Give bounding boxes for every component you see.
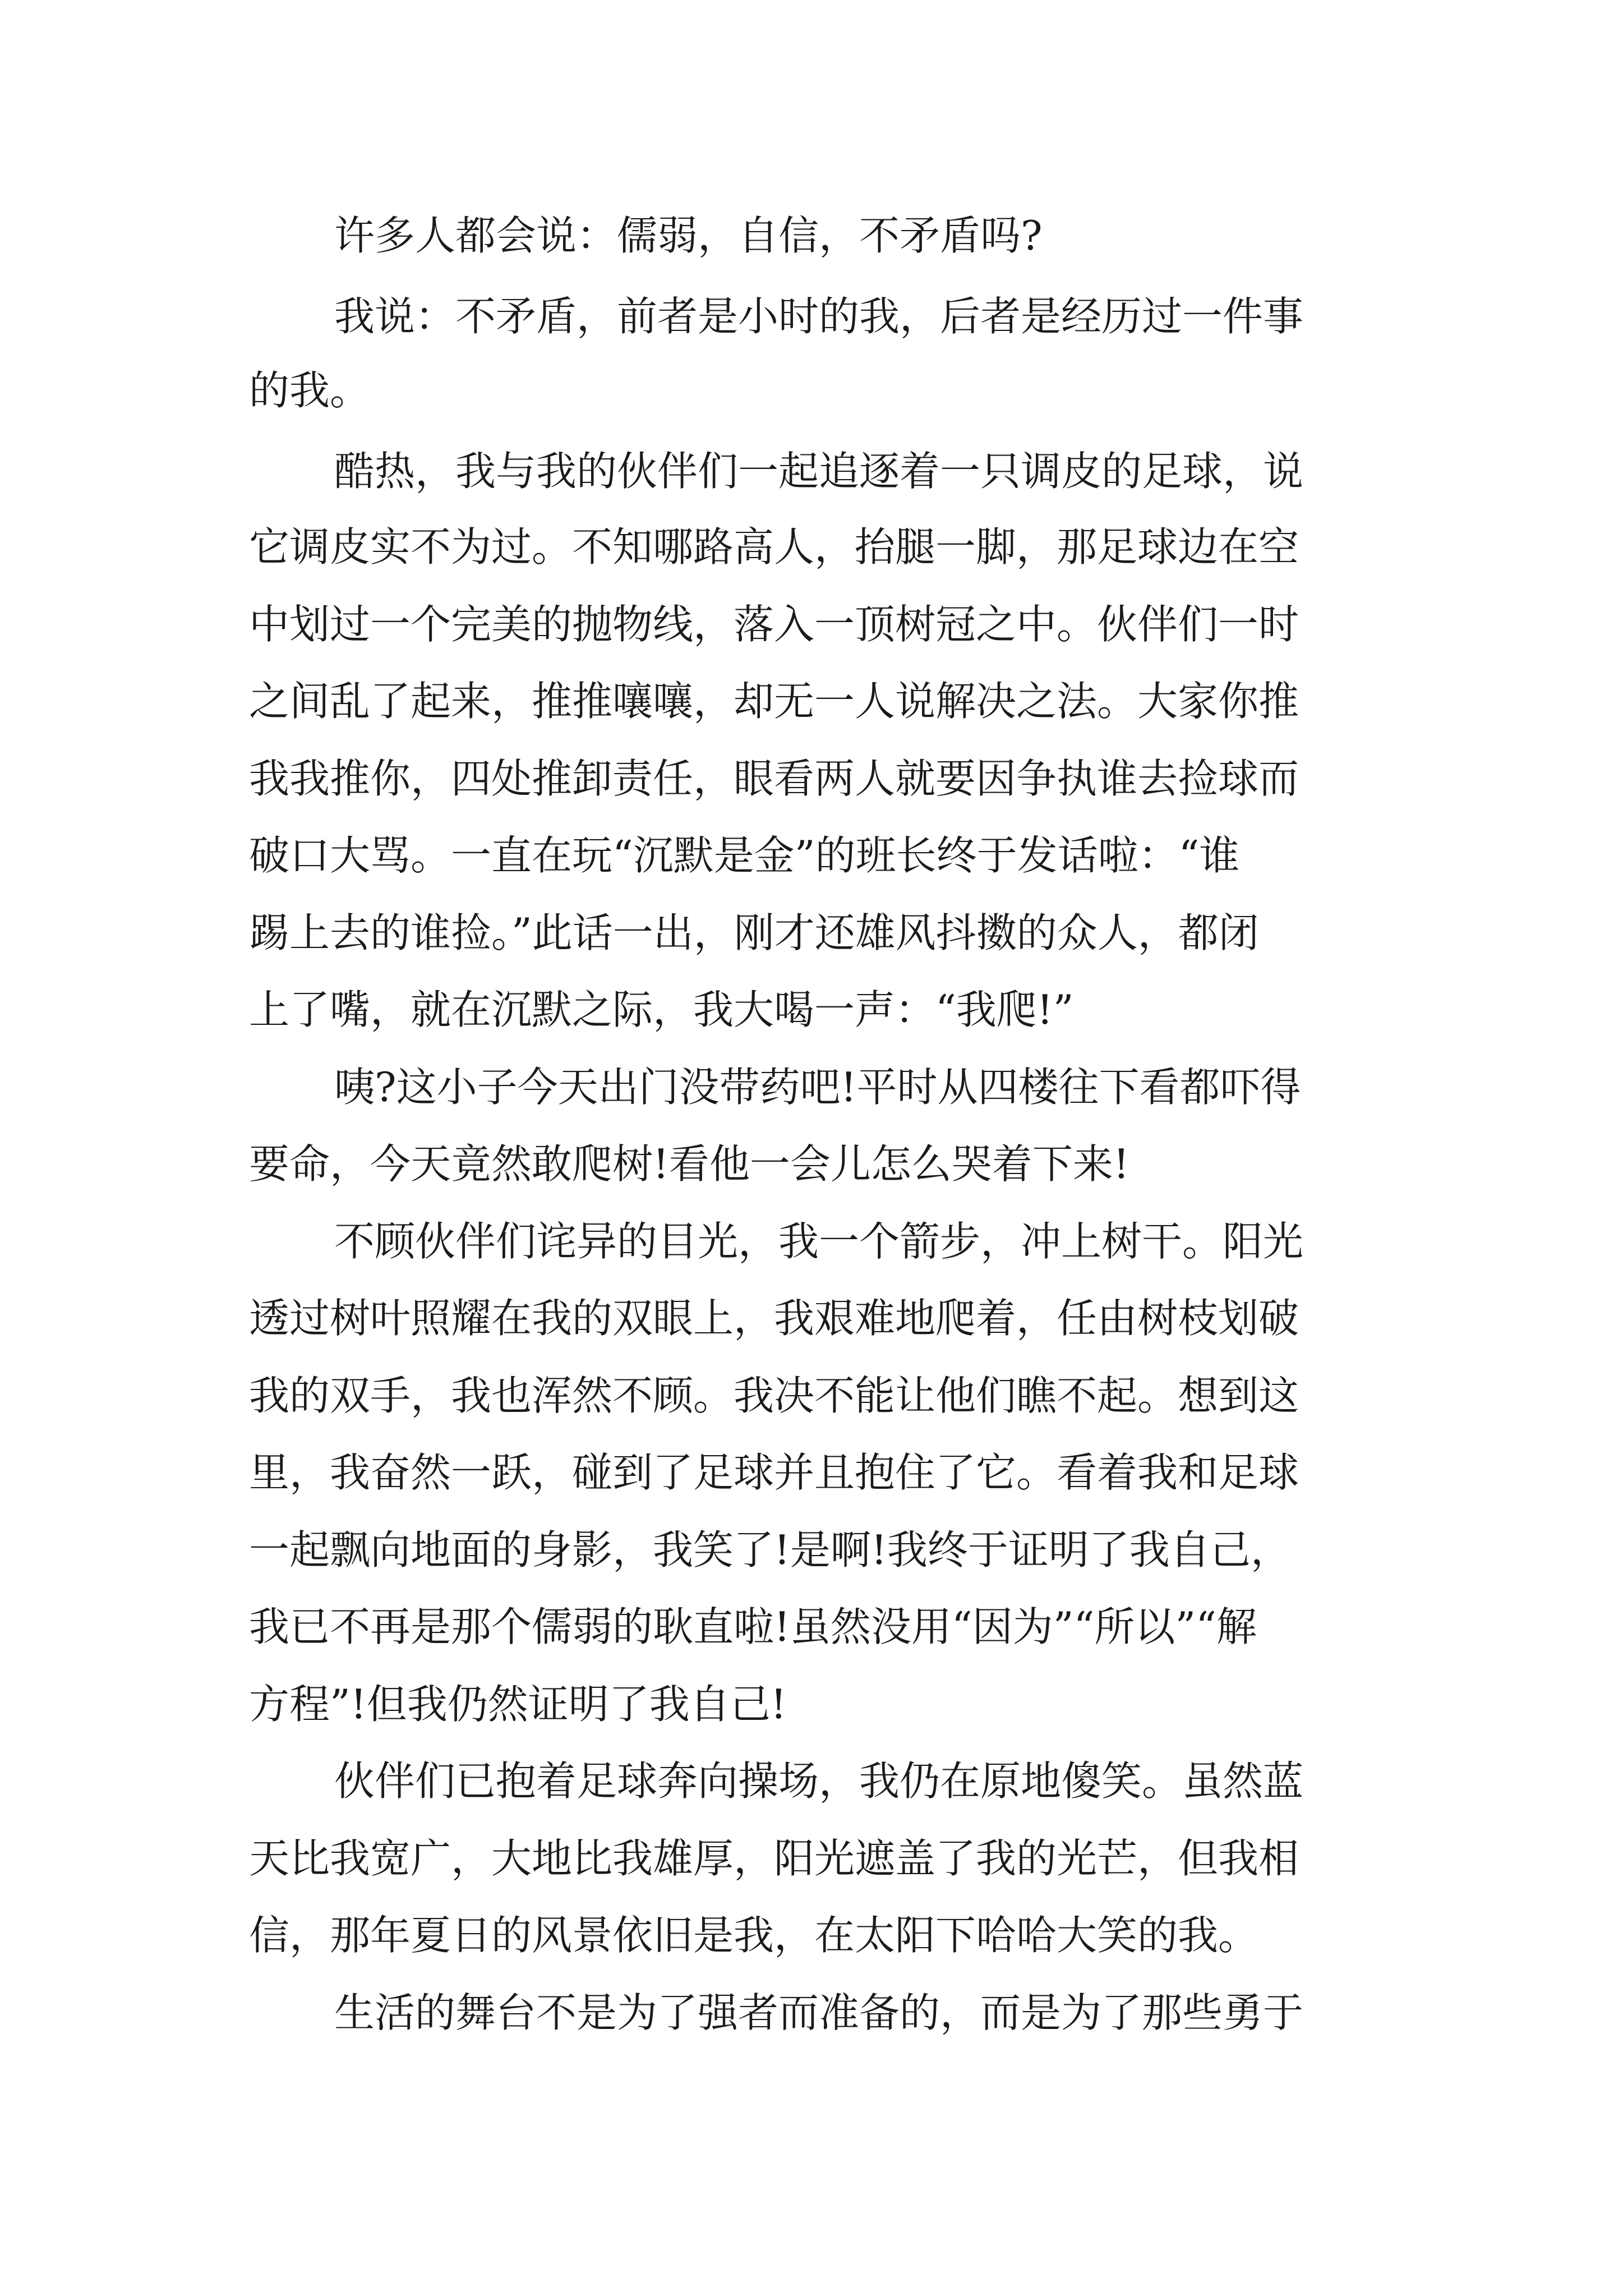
paragraph-3-line-8: 上了嘴，就在沉默之际，我大喝一声：“我爬!” <box>249 986 1074 1033</box>
paragraph-6-line-3: 信，那年夏日的风景依旧是我，在太阳下哈哈大笑的我。 <box>249 1912 1259 1959</box>
paragraph-3-line-7: 踢上去的谁捡。”此话一出，刚才还雄风抖擞的众人，都闭 <box>249 909 1259 956</box>
paragraph-5-line-1: 不顾伙伴们诧异的目光，我一个箭步，冲上树干。阳光 <box>334 1218 1304 1265</box>
paragraph-3-line-3: 中划过一个完美的抛物线，落入一顶树冠之中。伙伴们一时 <box>249 601 1299 648</box>
paragraph-5-line-5: 一起飘向地面的身影，我笑了!是啊!我终于证明了我自己， <box>249 1526 1291 1573</box>
paragraph-5-line-7: 方程”!但我仍然证明了我自己! <box>249 1681 787 1728</box>
paragraph-5-line-6: 我已不再是那个儒弱的耿直啦!虽然没用“因为”“所以”“解 <box>249 1603 1257 1650</box>
paragraph-3-line-5: 我我推你，四处推卸责任，眼看两人就要因争执谁去捡球而 <box>249 755 1299 802</box>
paragraph-5-line-4: 里，我奋然一跃，碰到了足球并且抱住了它。看着我和足球 <box>249 1449 1299 1496</box>
paragraph-2-line-2: 的我。 <box>249 367 371 414</box>
paragraph-3-line-6: 破口大骂。一直在玩“沉默是金”的班长终于发话啦：“谁 <box>249 832 1240 879</box>
paragraph-4-line-1: 咦?这小子今天出门没带药吧!平时从四楼往下看都吓得 <box>334 1064 1301 1111</box>
paragraph-7-line-1: 生活的舞台不是为了强者而准备的，而是为了那些勇于 <box>334 1989 1304 2036</box>
paragraph-3-line-1: 酷热，我与我的伙伴们一起追逐着一只调皮的足球，说 <box>334 448 1304 495</box>
paragraph-5-line-2: 透过树叶照耀在我的双眼上，我艰难地爬着，任由树枝划破 <box>249 1295 1299 1342</box>
paragraph-6-line-2: 天比我宽广，大地比我雄厚，阳光遮盖了我的光芒，但我相 <box>249 1835 1299 1882</box>
paragraph-3-line-2: 它调皮实不为过。不知哪路高人，抬腿一脚，那足球边在空 <box>249 523 1299 570</box>
paragraph-1-line-1: 许多人都会说：儒弱，自信，不矛盾吗? <box>334 212 1043 259</box>
paragraph-2-line-1: 我说：不矛盾，前者是小时的我，后者是经历过一件事 <box>334 293 1304 340</box>
paragraph-3-line-4: 之间乱了起来，推推嚷嚷，却无一人说解决之法。大家你推 <box>249 678 1299 725</box>
paragraph-5-line-3: 我的双手，我也浑然不顾。我决不能让他们瞧不起。想到这 <box>249 1372 1299 1419</box>
paragraph-4-line-2: 要命，今天竟然敢爬树!看他一会儿怎么哭着下来! <box>249 1140 1129 1188</box>
paragraph-6-line-1: 伙伴们已抱着足球奔向操场，我仍在原地傻笑。虽然蓝 <box>334 1757 1304 1805</box>
